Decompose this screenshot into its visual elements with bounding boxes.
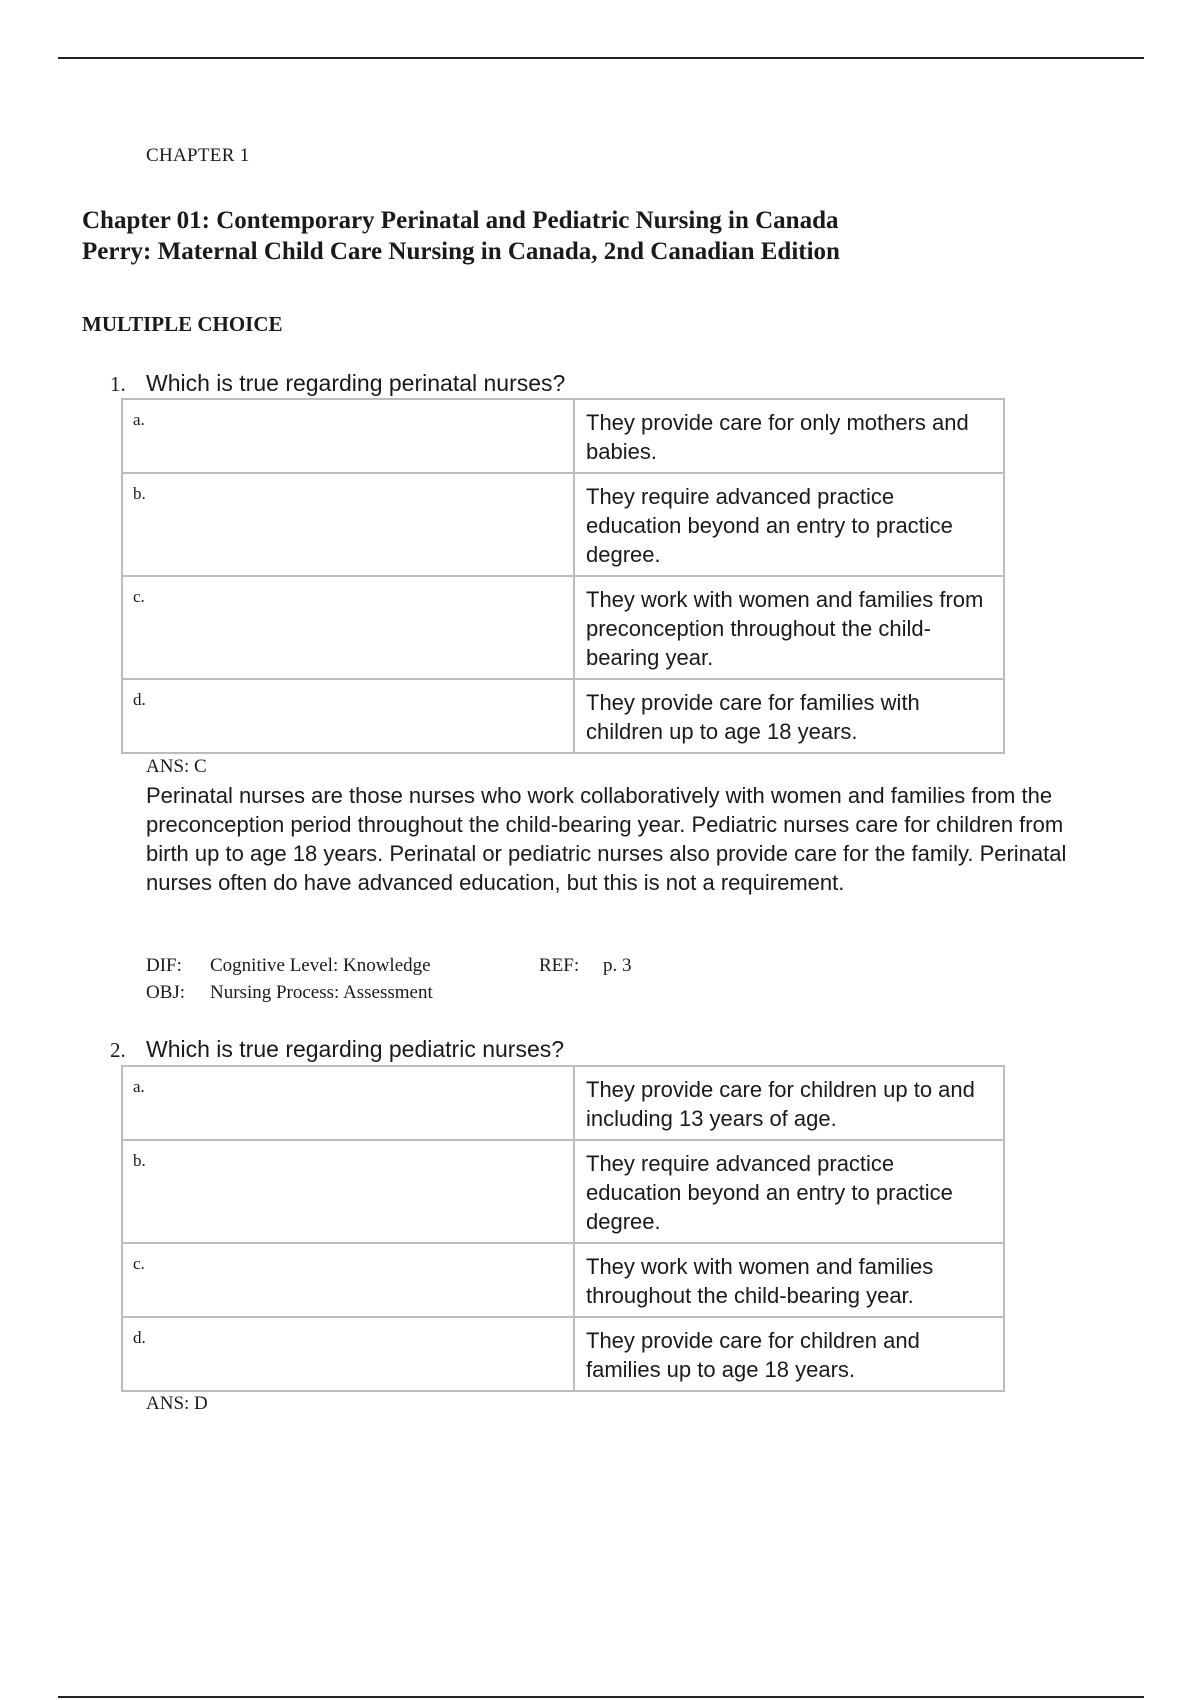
bottom-rule — [58, 1696, 1144, 1698]
choice-row[interactable] — [122, 1140, 1004, 1243]
chapter-label: CHAPTER 1 — [146, 145, 250, 166]
question-text: Which is true regarding perinatal nurses? — [146, 370, 566, 396]
dif-value: Cognitive Level: Knowledge — [210, 955, 431, 976]
answer-key: ANS: C — [146, 756, 207, 777]
choice-letter: b. — [122, 473, 574, 576]
choice-row[interactable] — [122, 576, 1004, 679]
choices-table — [121, 1065, 1005, 1392]
choice-row[interactable] — [122, 1243, 1004, 1317]
title-line-1: Chapter 01: Contemporary Perinatal and Pediatric Nursing in Canada — [82, 207, 839, 234]
choice-letter: c. — [122, 576, 574, 679]
document-title — [82, 205, 840, 267]
choice-row[interactable] — [122, 1317, 1004, 1391]
question-text: Which is true regarding pediatric nurses? — [146, 1036, 565, 1062]
choice-letter: d. — [122, 1317, 574, 1391]
answer-key: ANS: D — [146, 1393, 208, 1414]
choices-table — [121, 398, 1005, 754]
dif-label: DIF: — [146, 955, 182, 976]
choice-letter: a. — [122, 1066, 574, 1140]
choice-letter: c. — [122, 1243, 574, 1317]
section-heading: MULTIPLE CHOICE — [82, 312, 283, 336]
top-rule — [58, 57, 1144, 59]
objective — [146, 982, 433, 1004]
question-stem — [110, 1036, 564, 1063]
difficulty — [146, 955, 431, 977]
choice-row[interactable] — [122, 399, 1004, 473]
rationale: Perinatal nurses are those nurses who work collaboratively with women and families from the preconception period throughout the child-bearing year. Pediatric nurses care for children from birth up to age 18 years. Perinatal or pediatric nurses also provide care for the family. Perinatal nurses often do have advanced education, but this is not a requirement. — [146, 783, 1067, 895]
choice-text: They require advanced practice education beyond an entry to practice degree. — [574, 1140, 1004, 1243]
choice-letter: d. — [122, 679, 574, 753]
choice-row[interactable] — [122, 1066, 1004, 1140]
question-stem — [110, 370, 565, 397]
choice-text: They provide care for families with children up to age 18 years. — [574, 679, 1004, 753]
choice-text: They work with women and families from preconception throughout the child-bearing year. — [574, 576, 1004, 679]
choice-row[interactable] — [122, 679, 1004, 753]
question-number: 1. — [110, 372, 126, 396]
ref-label: REF: — [539, 955, 580, 976]
choice-text: They work with women and families throughout the child-bearing year. — [574, 1243, 1004, 1317]
choice-text: They provide care for children up to and including 13 years of age. — [574, 1066, 1004, 1140]
choice-letter: b. — [122, 1140, 574, 1243]
obj-value: Nursing Process: Assessment — [210, 982, 433, 1003]
obj-label: OBJ: — [146, 982, 186, 1003]
choice-text: They provide care for only mothers and babies. — [574, 399, 1004, 473]
choice-text: They require advanced practice education beyond an entry to practice degree. — [574, 473, 1004, 576]
question-number: 2. — [110, 1038, 126, 1062]
reference — [539, 955, 632, 977]
title-line-2: Perry: Maternal Child Care Nursing in Canada, 2nd Canadian Edition — [82, 238, 840, 265]
ref-value: p. 3 — [603, 955, 632, 976]
choice-row[interactable] — [122, 473, 1004, 576]
choice-text: They provide care for children and families up to age 18 years. — [574, 1317, 1004, 1391]
choice-letter: a. — [122, 399, 574, 473]
